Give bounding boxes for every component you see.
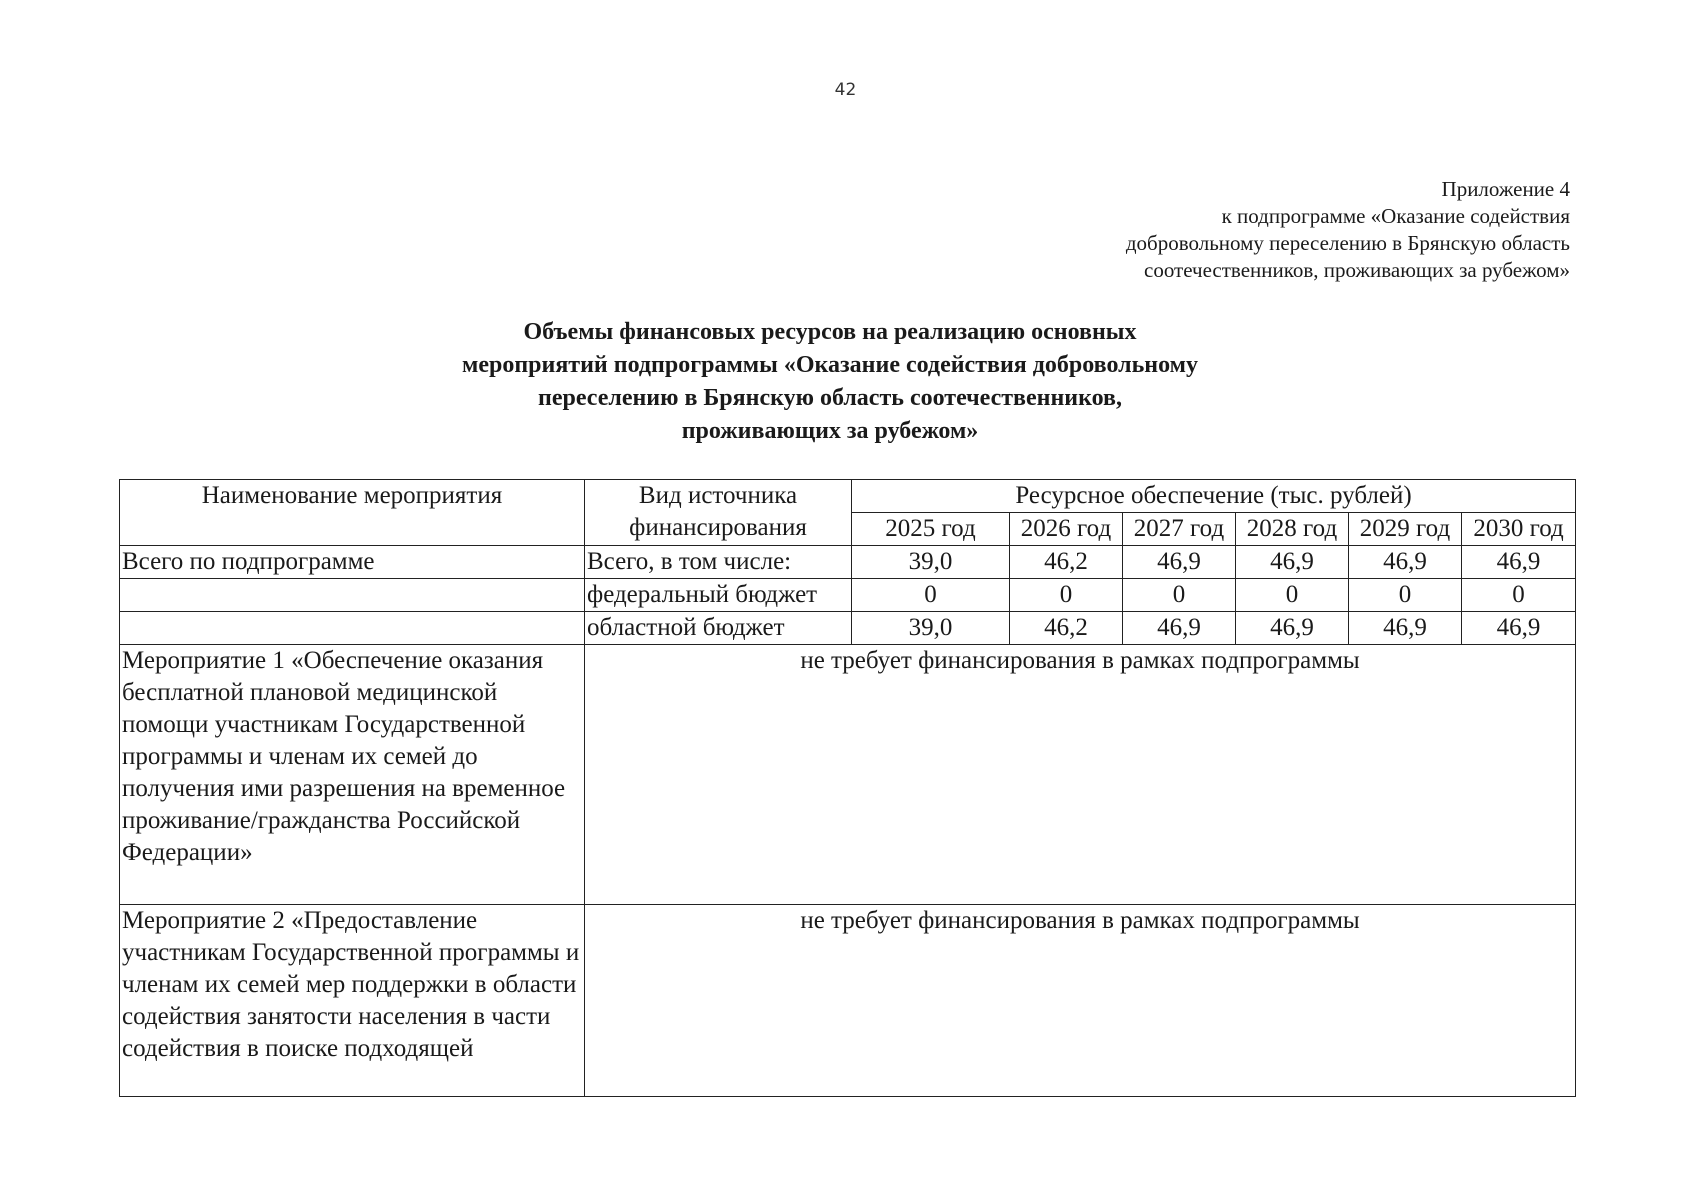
document-title [330, 316, 1330, 448]
value-cell: 46,2 [1010, 612, 1123, 645]
activity-name: Мероприятие 1 «Обеспечение оказания бесплатной плановой медицинской помощи участникам Государственной программы и членам их семей до получения ими разрешения на временное проживание/гражданства Российской Федерации» [120, 645, 585, 905]
empty-cell [120, 612, 585, 645]
value-cell: 39,0 [852, 612, 1010, 645]
table-row [120, 645, 1576, 905]
title-line: проживающих за рубежом» [681, 418, 979, 444]
value-cell: 46,9 [1349, 546, 1462, 579]
value-cell: 46,9 [1123, 546, 1236, 579]
value-cell: 46,9 [1349, 612, 1462, 645]
source-cell: областной бюджет [585, 612, 852, 645]
title-line: Объемы финансовых ресурсов на реализацию основных [523, 319, 1137, 345]
page-number: 42 [834, 80, 857, 100]
table-row [120, 546, 1576, 579]
source-cell: Всего, в том числе: [585, 546, 852, 579]
total-label: Всего по подпрограмме [120, 546, 585, 579]
value-cell: 46,2 [1010, 546, 1123, 579]
source-cell: федеральный бюджет [585, 579, 852, 612]
header-year: 2029 год [1349, 513, 1462, 546]
value-cell: 46,9 [1462, 612, 1576, 645]
value-cell: 0 [1236, 579, 1349, 612]
value-cell: 0 [852, 579, 1010, 612]
header-year: 2030 год [1462, 513, 1576, 546]
activity-note: не требует финансирования в рамках подпрограммы [585, 645, 1576, 905]
header-source: Вид источника финансирования [585, 480, 852, 546]
appendix-line: соотечественников, проживающих за рубежом» [1144, 258, 1570, 282]
table-row [120, 612, 1576, 645]
header-year: 2027 год [1123, 513, 1236, 546]
header-year: 2025 год [852, 513, 1010, 546]
value-cell: 46,9 [1462, 546, 1576, 579]
appendix-note [870, 176, 1570, 284]
value-cell: 46,9 [1236, 546, 1349, 579]
appendix-line: к подпрограмме «Оказание содействия [1221, 204, 1570, 228]
value-cell: 0 [1123, 579, 1236, 612]
appendix-line: добровольному переселению в Брянскую область [1125, 231, 1570, 255]
value-cell: 46,9 [1123, 612, 1236, 645]
financing-table [119, 479, 1576, 1097]
header-row [120, 480, 1576, 513]
empty-cell [120, 579, 585, 612]
activity-name: Мероприятие 2 «Предоставление участникам Государственной программы и членам их семей мер поддержки в области содействия занятости населения в части содействия в поиске подходящей [120, 905, 585, 1097]
value-cell: 39,0 [852, 546, 1010, 579]
header-year: 2028 год [1236, 513, 1349, 546]
value-cell: 0 [1010, 579, 1123, 612]
header-year: 2026 год [1010, 513, 1123, 546]
table-row [120, 905, 1576, 1097]
header-name: Наименование мероприятия [120, 480, 585, 546]
activity-note: не требует финансирования в рамках подпрограммы [585, 905, 1576, 1097]
title-line: мероприятий подпрограммы «Оказание содействия добровольному [461, 352, 1199, 378]
header-resources: Ресурсное обеспечение (тыс. рублей) [852, 480, 1576, 513]
table-row [120, 579, 1576, 612]
appendix-line: Приложение 4 [1441, 177, 1570, 201]
value-cell: 0 [1462, 579, 1576, 612]
value-cell: 46,9 [1236, 612, 1349, 645]
value-cell: 0 [1349, 579, 1462, 612]
title-line: переселению в Брянскую область соотечественников, [537, 385, 1123, 411]
